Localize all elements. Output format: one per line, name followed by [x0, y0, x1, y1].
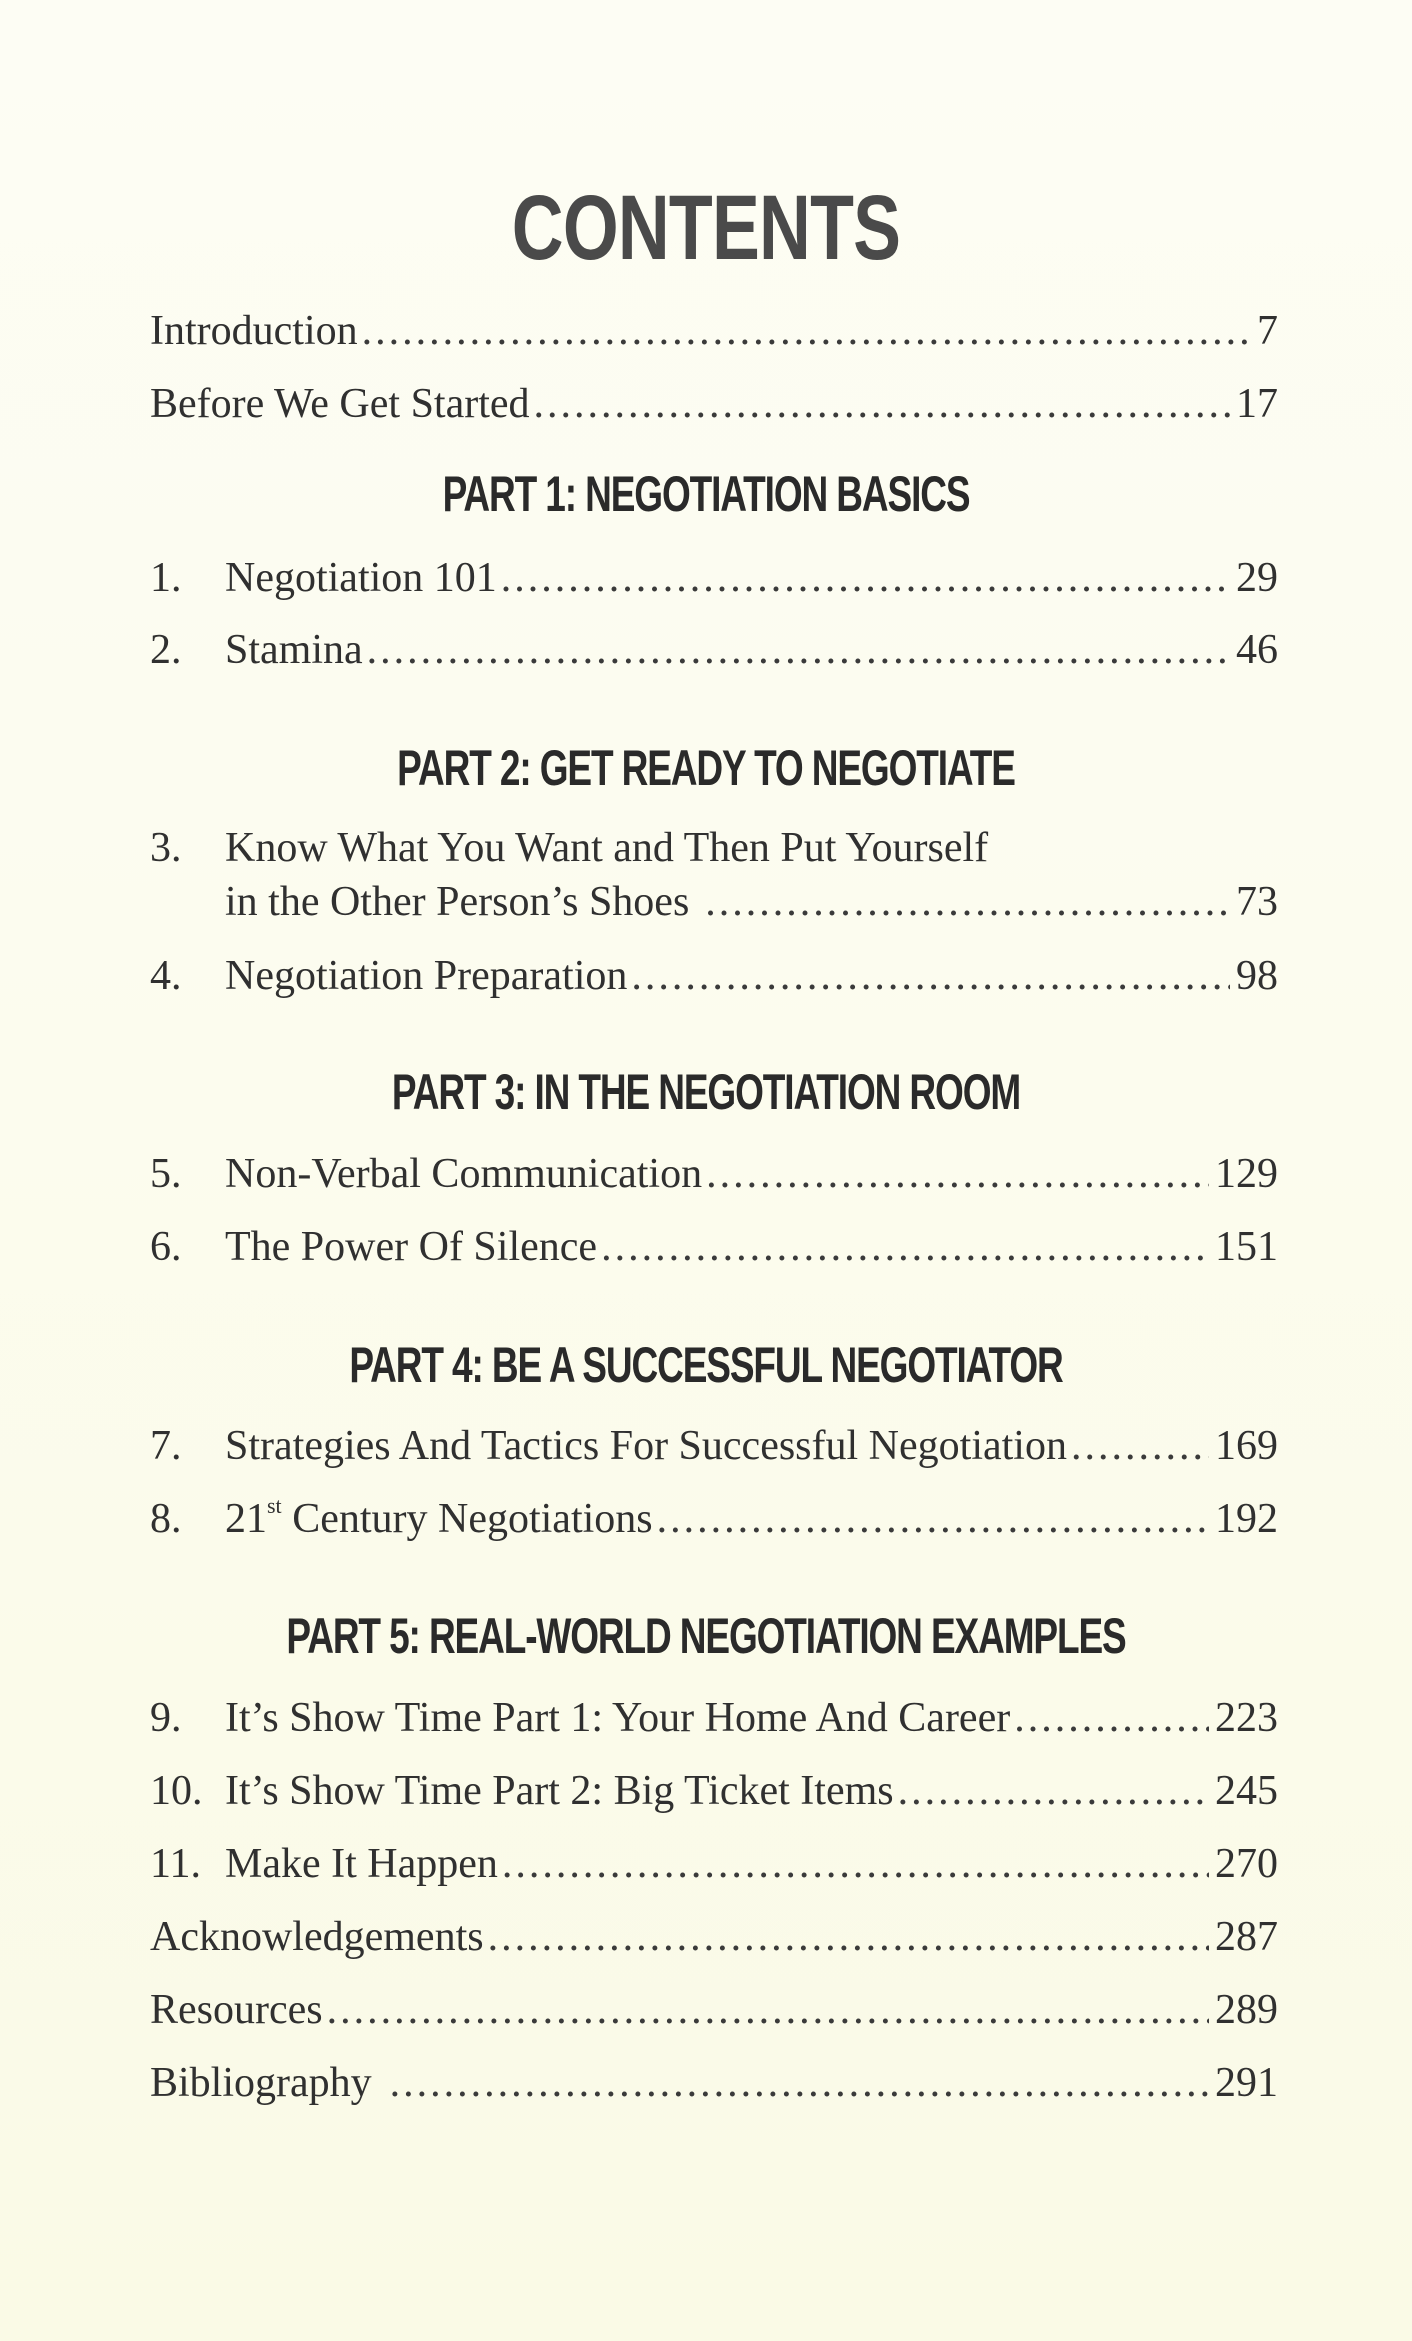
part-heading: PART 5: REAL-WORLD NEGOTIATION EXAMPLES [286, 1608, 1126, 1664]
dot-leader [1014, 1692, 1209, 1744]
entry-label: Acknowledgements [150, 1914, 484, 1960]
entry-label: It’s Show Time Part 2: Big Ticket Items [225, 1768, 894, 1814]
chapter-number: 3. [150, 825, 182, 871]
entry-label: Non-Verbal Communication [225, 1151, 703, 1197]
entry-label: in the Other Person’s Shoes [225, 879, 690, 925]
toc-entry[interactable] [150, 1838, 1278, 1890]
chapter-number: 11. [150, 1841, 201, 1887]
entry-label [225, 1493, 653, 1545]
part-heading: PART 1: NEGOTIATION BASICS [442, 466, 970, 522]
chapter-number: 4. [150, 953, 182, 999]
dot-leader [657, 1493, 1209, 1545]
dot-leader [390, 2057, 1209, 2109]
toc-entry[interactable] [150, 552, 1278, 604]
entry-page: 223 [1215, 1695, 1278, 1741]
entry-page: 192 [1215, 1496, 1278, 1542]
label-text: Century Negotiations [292, 1496, 653, 1542]
dot-leader [705, 876, 1230, 928]
chapter-number: 10. [150, 1768, 203, 1814]
toc-entry[interactable] [150, 305, 1278, 357]
entry-label: Strategies And Tactics For Successful Negotiation [225, 1423, 1067, 1469]
dot-leader [631, 950, 1230, 1002]
page-title: CONTENTS [511, 177, 901, 279]
toc-entry[interactable] [225, 876, 1278, 928]
toc-entry[interactable] [150, 1493, 1278, 1545]
part-heading: PART 2: GET READY TO NEGOTIATE [397, 740, 1015, 796]
dot-leader [1071, 1420, 1209, 1472]
entry-page: 17 [1236, 381, 1278, 427]
entry-page: 169 [1215, 1423, 1278, 1469]
dot-leader [502, 1838, 1209, 1890]
dot-leader [601, 1221, 1209, 1273]
entry-page: 29 [1236, 555, 1278, 601]
toc-entry-first-line[interactable] [150, 822, 1278, 874]
toc-entry[interactable] [150, 950, 1278, 1002]
toc-entry[interactable] [150, 1911, 1278, 1963]
entry-page: 46 [1236, 627, 1278, 673]
entry-label: The Power Of Silence [225, 1224, 598, 1270]
label-prefix: 21 [225, 1496, 267, 1542]
chapter-number: 1. [150, 555, 182, 601]
toc-entry[interactable] [150, 1692, 1278, 1744]
entry-label: Resources [150, 1987, 323, 2033]
toc-entry[interactable] [150, 1420, 1278, 1472]
chapter-number: 9. [150, 1695, 182, 1741]
entry-label: Know What You Want and Then Put Yourself [225, 825, 989, 871]
dot-leader [898, 1765, 1209, 1817]
toc-entry[interactable] [150, 2057, 1278, 2109]
toc-entry[interactable] [150, 624, 1278, 676]
entry-label: Make It Happen [225, 1841, 498, 1887]
entry-page: 98 [1236, 953, 1278, 999]
chapter-number: 8. [150, 1496, 182, 1542]
entry-page: 7 [1257, 308, 1278, 354]
chapter-number: 7. [150, 1423, 182, 1469]
dot-leader [534, 378, 1230, 430]
dot-leader [501, 552, 1230, 604]
entry-page: 287 [1215, 1914, 1278, 1960]
part-heading: PART 3: IN THE NEGOTIATION ROOM [391, 1064, 1021, 1120]
entry-page: 291 [1215, 2060, 1278, 2106]
dot-leader [706, 1148, 1209, 1200]
toc-entry[interactable] [150, 1984, 1278, 2036]
dot-leader [367, 624, 1230, 676]
toc-entry[interactable] [150, 1221, 1278, 1273]
chapter-number: 2. [150, 627, 182, 673]
entry-page: 151 [1215, 1224, 1278, 1270]
entry-page: 289 [1215, 1987, 1278, 2033]
toc-entry[interactable] [150, 1765, 1278, 1817]
chapter-number: 6. [150, 1224, 182, 1270]
chapter-number: 5. [150, 1151, 182, 1197]
entry-label: It’s Show Time Part 1: Your Home And Career [225, 1695, 1011, 1741]
entry-label: Negotiation Preparation [225, 953, 628, 999]
entry-page: 245 [1215, 1768, 1278, 1814]
toc-entry[interactable] [150, 1148, 1278, 1200]
entry-label: Before We Get Started [150, 381, 530, 427]
label-superscript: st [267, 1493, 282, 1518]
entry-label: Bibliography [150, 2060, 372, 2106]
part-heading: PART 4: BE A SUCCESSFUL NEGOTIATOR [349, 1337, 1063, 1393]
entry-page: 129 [1215, 1151, 1278, 1197]
entry-page: 270 [1215, 1841, 1278, 1887]
entry-page: 73 [1236, 879, 1278, 925]
dot-leader [362, 305, 1251, 357]
toc-entry[interactable] [150, 378, 1278, 430]
dot-leader [327, 1984, 1209, 2036]
dot-leader [488, 1911, 1209, 1963]
entry-label: Stamina [225, 627, 363, 673]
entry-label: Negotiation 101 [225, 555, 497, 601]
entry-label: Introduction [150, 308, 358, 354]
